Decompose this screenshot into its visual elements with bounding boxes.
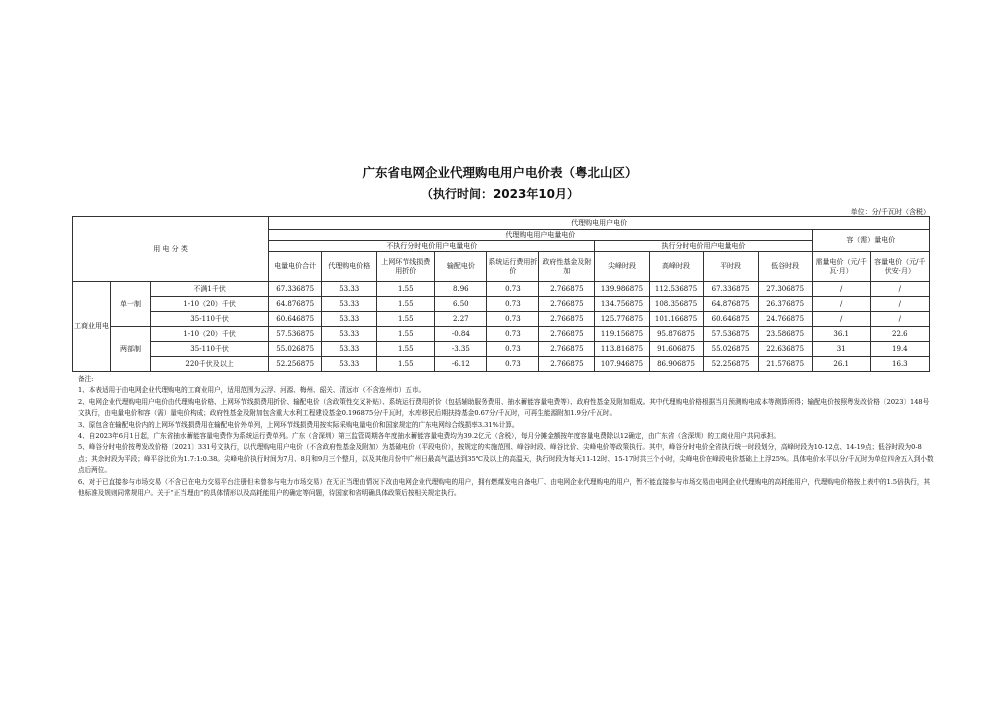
page-title: 广东省电网企业代理购电用户电价表（粤北山区） xyxy=(362,165,638,180)
note-item: 3、原包含在输配电价内的上网环节线损费用在输配电价外单列，上网环节线损费用按实际采购电量电价和国家规定的广东电网综合线损率3.31%计算。 xyxy=(78,420,519,429)
group-label: 工商业用电 xyxy=(73,282,111,372)
voltage-level: 35-110千伏 xyxy=(151,342,269,357)
cell: / xyxy=(812,282,870,297)
cell: 16.3 xyxy=(870,357,929,372)
voltage-level: 1-10（20）千伏 xyxy=(151,297,269,312)
col-header: 输配电价 xyxy=(435,252,487,282)
notes-section xyxy=(78,374,934,499)
cell: 86.906875 xyxy=(649,357,703,372)
cell: 6.50 xyxy=(435,297,487,312)
cell: -0.84 xyxy=(435,327,487,342)
col-header: 平时段 xyxy=(703,252,758,282)
price-table xyxy=(72,216,930,372)
cell: 55.026875 xyxy=(269,342,322,357)
voltage-level: 不满1千伏 xyxy=(151,282,269,297)
header-tou: 执行分时电价用户电量电价 xyxy=(595,241,812,252)
table-row xyxy=(73,297,930,312)
unit-label: 单位：分/千瓦时（含税） xyxy=(850,208,930,216)
cell: / xyxy=(812,297,870,312)
cell: 134.756875 xyxy=(595,297,649,312)
cell: 64.876875 xyxy=(703,297,758,312)
note-item: 6、对于已直接参与市场交易（不含已在电力交易平台注册但未曾参与电力市场交易）在无正当理由情况下改由电网企业代理购电的用户，拥有燃煤发电自备电厂、由电网企业代理购电的用户，暂不能直接参与市场交易由电网企业代理购电的高耗能用户，代理购电价格按上表中的1.5倍执行，其他标准及规则同常规用户。关于“正当理由”的具体情形以及高耗能用户的确定等问题，待国家和省明确具体政策后按相关规定执行。 xyxy=(78,477,931,498)
cell: 24.766875 xyxy=(758,312,812,327)
cell: 2.766875 xyxy=(539,282,595,297)
cell: 1.55 xyxy=(377,342,435,357)
cell: 57.536875 xyxy=(269,327,322,342)
cell: 125.776875 xyxy=(595,312,649,327)
cell: 31 xyxy=(812,342,870,357)
cell: 53.33 xyxy=(322,297,377,312)
cell: 101.166875 xyxy=(649,312,703,327)
cell: 53.33 xyxy=(322,357,377,372)
subgroup-label: 两部制 xyxy=(111,327,151,372)
cell: 0.73 xyxy=(487,312,539,327)
cell: 0.73 xyxy=(487,297,539,312)
cell: 19.4 xyxy=(870,342,929,357)
cell: 0.73 xyxy=(487,327,539,342)
cell: 26.376875 xyxy=(758,297,812,312)
header-capacity: 容（需）量电价 xyxy=(812,230,929,252)
cell: 1.55 xyxy=(377,357,435,372)
notes-heading: 备注: xyxy=(78,375,94,383)
cell: 2.766875 xyxy=(539,357,595,372)
voltage-level: 1-10（20）千伏 xyxy=(151,327,269,342)
cell: 95.876875 xyxy=(649,327,703,342)
table-row xyxy=(73,282,930,297)
cell: -3.35 xyxy=(435,342,487,357)
cell: 113.816875 xyxy=(595,342,649,357)
col-header: 容量电价（元/千伏安·月） xyxy=(870,252,929,282)
cell: 112.536875 xyxy=(649,282,703,297)
cell: / xyxy=(870,297,929,312)
col-header: 电量电价合计 xyxy=(269,252,322,282)
cell: 0.73 xyxy=(487,282,539,297)
cell: 60.646875 xyxy=(703,312,758,327)
cell: 53.33 xyxy=(322,312,377,327)
cell: 91.606875 xyxy=(649,342,703,357)
cell: 108.356875 xyxy=(649,297,703,312)
page-subtitle: （执行时间：2023年10月） xyxy=(420,187,580,201)
header-category: 用 电 分 类 xyxy=(73,217,269,282)
cell: 2.766875 xyxy=(539,312,595,327)
cell: 23.586875 xyxy=(758,327,812,342)
cell: 139.986875 xyxy=(595,282,649,297)
cell: 67.336875 xyxy=(269,282,322,297)
table-row xyxy=(73,327,930,342)
cell: / xyxy=(812,312,870,327)
cell: 1.55 xyxy=(377,282,435,297)
table-row xyxy=(73,342,930,357)
cell: 0.73 xyxy=(487,357,539,372)
cell: / xyxy=(870,282,929,297)
header-non-tou: 不执行分时电价用户电量电价 xyxy=(269,241,595,252)
cell: 22.636875 xyxy=(758,342,812,357)
cell: 2.766875 xyxy=(539,327,595,342)
cell: 52.256875 xyxy=(269,357,322,372)
cell: 2.766875 xyxy=(539,297,595,312)
cell: 1.55 xyxy=(377,297,435,312)
col-header: 上网环节线损费用折价 xyxy=(377,252,435,282)
cell: / xyxy=(870,312,929,327)
cell: 36.1 xyxy=(812,327,870,342)
header-level2: 代理购电用户电量电价 xyxy=(269,230,812,241)
subgroup-label: 单一制 xyxy=(111,282,151,327)
voltage-level: 35-110千伏 xyxy=(151,312,269,327)
cell: 8.96 xyxy=(435,282,487,297)
cell: 107.946875 xyxy=(595,357,649,372)
cell: -6.12 xyxy=(435,357,487,372)
cell: 22.6 xyxy=(870,327,929,342)
col-header: 代理购电价格 xyxy=(322,252,377,282)
cell: 60.646875 xyxy=(269,312,322,327)
col-header: 尖峰时段 xyxy=(595,252,649,282)
note-item: 4、自2023年6月1日起，广东省抽水蓄能容量电费作为系统运行费单列。广东（含深圳）第三监管周期各年度抽水蓄能容量电费均为39.2亿元（含税），每月分摊金额按年度容量电费除以12确定，由广东省（含深圳）的工商业用户共同承担。 xyxy=(78,432,780,441)
cell: 53.33 xyxy=(322,327,377,342)
cell: 27.306875 xyxy=(758,282,812,297)
cell: 53.33 xyxy=(322,282,377,297)
cell: 52.256875 xyxy=(703,357,758,372)
header-level1: 代理购电用户电价 xyxy=(269,217,930,230)
cell: 119.156875 xyxy=(595,327,649,342)
cell: 2.766875 xyxy=(539,342,595,357)
cell: 64.876875 xyxy=(269,297,322,312)
col-header: 系统运行费用折价 xyxy=(487,252,539,282)
col-header: 低谷时段 xyxy=(758,252,812,282)
voltage-level: 220千伏及以上 xyxy=(151,357,269,372)
note-item: 2、电网企业代理购电用户电价由代理购电价格、上网环节线损费用折价、输配电价（含政策性交叉补贴）、系统运行费用折价（包括辅助服务费用、抽水蓄能容量电费等）、政府性基金及附加组成。其中代理购电价格根据当月预测购电成本等测算所得；输配电价按照粤发改价格〔2023〕148号文执行，由电量电价和容（需）量电价构成；政府性基金及附加包含重大水利工程建设基金0.196875分/千瓦时，水库移民后期扶持基金0.67分/千瓦时，可再生能源附加1.9分/千瓦时。 xyxy=(78,397,930,418)
cell: 26.1 xyxy=(812,357,870,372)
col-header: 高峰时段 xyxy=(649,252,703,282)
cell: 53.33 xyxy=(322,342,377,357)
cell: 21.576875 xyxy=(758,357,812,372)
cell: 2.27 xyxy=(435,312,487,327)
cell: 1.55 xyxy=(377,327,435,342)
cell: 55.026875 xyxy=(703,342,758,357)
col-header: 政府性基金及附加 xyxy=(539,252,595,282)
table-row xyxy=(73,312,930,327)
cell: 67.336875 xyxy=(703,282,758,297)
note-item: 1、本表适用于由电网企业代理购电的工商业用户，适用范围为云浮、河源、梅州、韶关、清远市（不含连州市）五市。 xyxy=(78,386,426,395)
table-row xyxy=(73,357,930,372)
cell: 1.55 xyxy=(377,312,435,327)
note-item: 5、峰谷分时电价按粤发改价格〔2021〕331号文执行，以代理购电用户电价（不含政府性基金及附加）为基础电价（平段电价），按规定的实施范围、峰谷时段、峰谷比价、尖峰电价等政策执行。其中，峰谷分时电价全省执行统一时段划分，高峰时段为10-12点、14-19点；低谷时段为0-8点；其余时段为平段；峰平谷比价为1.7:1:0.38。尖峰电价执行时间为7月、8月和9月三个整月，以及其他月份中广州日最高气温达到35℃及以上的高温天，执行时段为每天11-12时、15-17时共三个小时，尖峰电价在峰段电价基础上上浮25%。具体电价水平以分/千瓦时为单位四舍五入到小数点后两位。 xyxy=(78,443,934,475)
col-header: 需量电价（元/千瓦·月） xyxy=(812,252,870,282)
cell: 57.536875 xyxy=(703,327,758,342)
cell: 0.73 xyxy=(487,342,539,357)
